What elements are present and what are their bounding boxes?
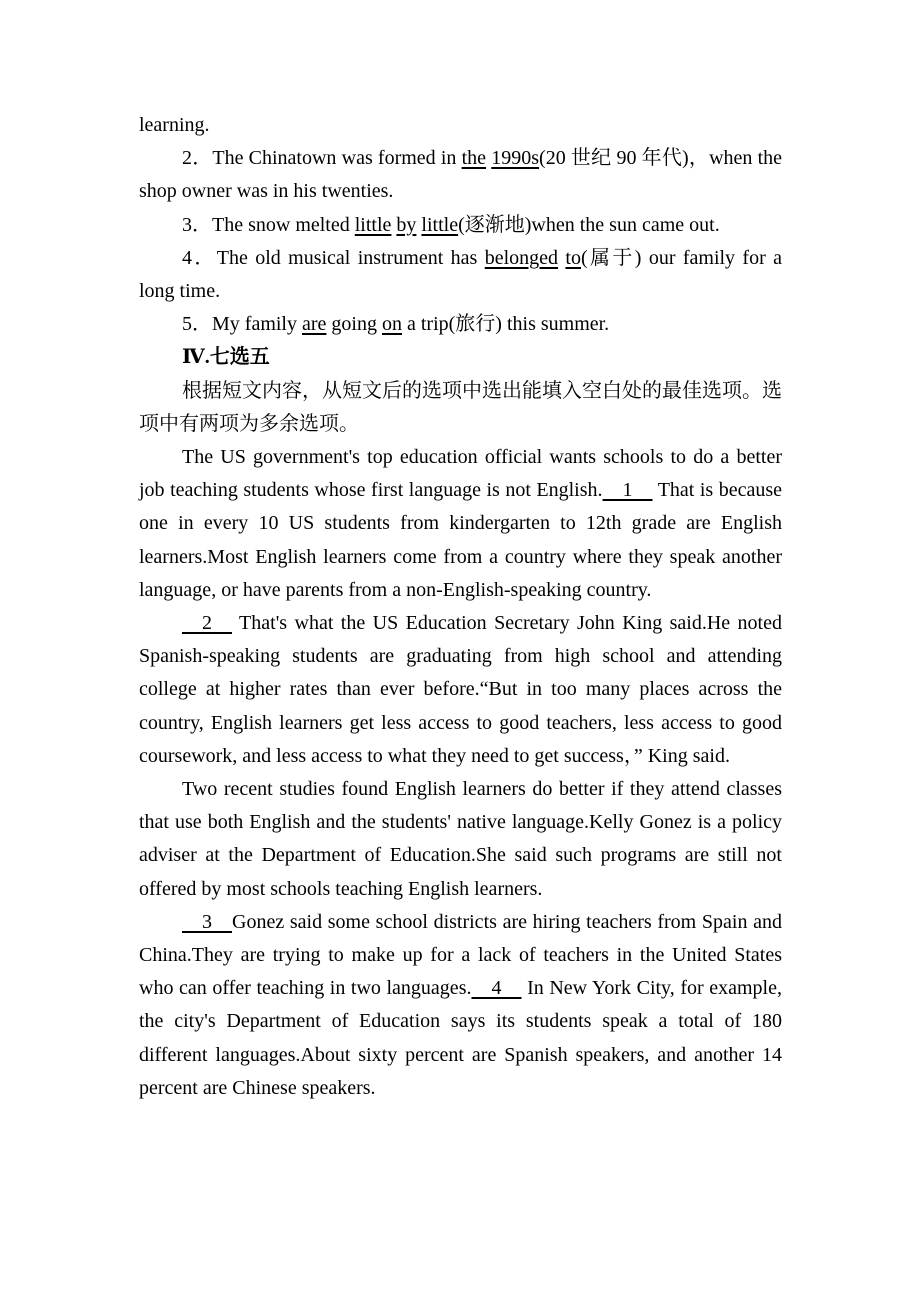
paragraph [139, 607, 782, 773]
paragraph [139, 142, 782, 208]
section-heading [139, 341, 782, 374]
answer-blank: 1 [602, 479, 653, 502]
document-body [139, 109, 782, 1105]
paragraph [139, 308, 782, 341]
text-run: 2．The Chinatown was formed in [182, 147, 462, 170]
paragraph [139, 109, 782, 142]
text-run: going [326, 313, 382, 336]
text-run: learning. [139, 114, 210, 136]
text-run: Gonez said some school districts are hiring teachers from Spain and China.They are trying to make up for a lack of teachers in the United States who can offer teaching in two languages. [139, 910, 782, 1000]
underlined-phrase: little [421, 213, 459, 236]
paragraph [139, 375, 782, 441]
underlined-phrase: on [381, 313, 402, 336]
text-run: 5．My family [182, 313, 302, 336]
text-run: 3．The snow melted [182, 213, 355, 236]
text-run: That is because one in every 10 US students from kindergarten to 12th grade are English learners.Most English learners come from a country where they speak another language, or have parents from a non-English-speaking country. [139, 479, 783, 601]
text-run: (20 世纪 90 年代)，when the shop owner was in his twenties. [139, 147, 783, 203]
text-run: That's what the US Education Secretary John King said.He noted Spanish-speaking students are graduating from high school and attending college at higher rates than ever before.“But in too many places across the country, English learners get less access to good teachers, less access to good coursework, and less access to what they need to get success，” King said. [139, 612, 782, 767]
text-run: (属于) our family for a long time. [139, 246, 783, 303]
text-run: Two recent studies found English learners do better if they attend classes that use both English and the students' native language.Kelly Gonez is a policy adviser at the Department of Education.She said such programs are still not offered by most schools teaching English learners. [139, 778, 782, 900]
text-run: Ⅳ.七选五 [182, 346, 270, 369]
underlined-phrase: little [354, 213, 392, 236]
text-run: 4．The old musical instrument has [182, 246, 485, 269]
underlined-phrase: the [461, 147, 487, 170]
text-run: 根据短文内容，从短文后的选项中选出能填入空白处的最佳选项。选项中有两项为多余选项。 [139, 379, 782, 435]
paragraph [139, 773, 782, 906]
text-run: The US government's top education official wants schools to do a better job teaching students whose first language is not English. [139, 446, 782, 502]
underlined-phrase: are [302, 313, 327, 336]
paragraph [139, 242, 782, 308]
answer-blank: 2 [182, 612, 232, 635]
paragraph [139, 209, 782, 242]
paragraph [139, 441, 782, 607]
text-run: In New York City, for example, the city's Department of Education says its students speak a total of 180 different languages.About sixty percent are Spanish speakers, and another 14 percent are Chinese speakers. [139, 977, 782, 1099]
underlined-phrase: to [565, 246, 581, 269]
text-run: a trip(旅行) this summer. [401, 313, 610, 336]
text-run: (逐渐地)when the sun came out. [458, 213, 720, 236]
answer-blank: 4 [471, 977, 522, 1000]
paragraph [139, 906, 782, 1105]
answer-blank: 3 [182, 910, 232, 933]
underlined-phrase: by [396, 213, 417, 236]
underlined-phrase: belonged [484, 246, 559, 269]
underlined-phrase: 1990s [491, 147, 540, 170]
